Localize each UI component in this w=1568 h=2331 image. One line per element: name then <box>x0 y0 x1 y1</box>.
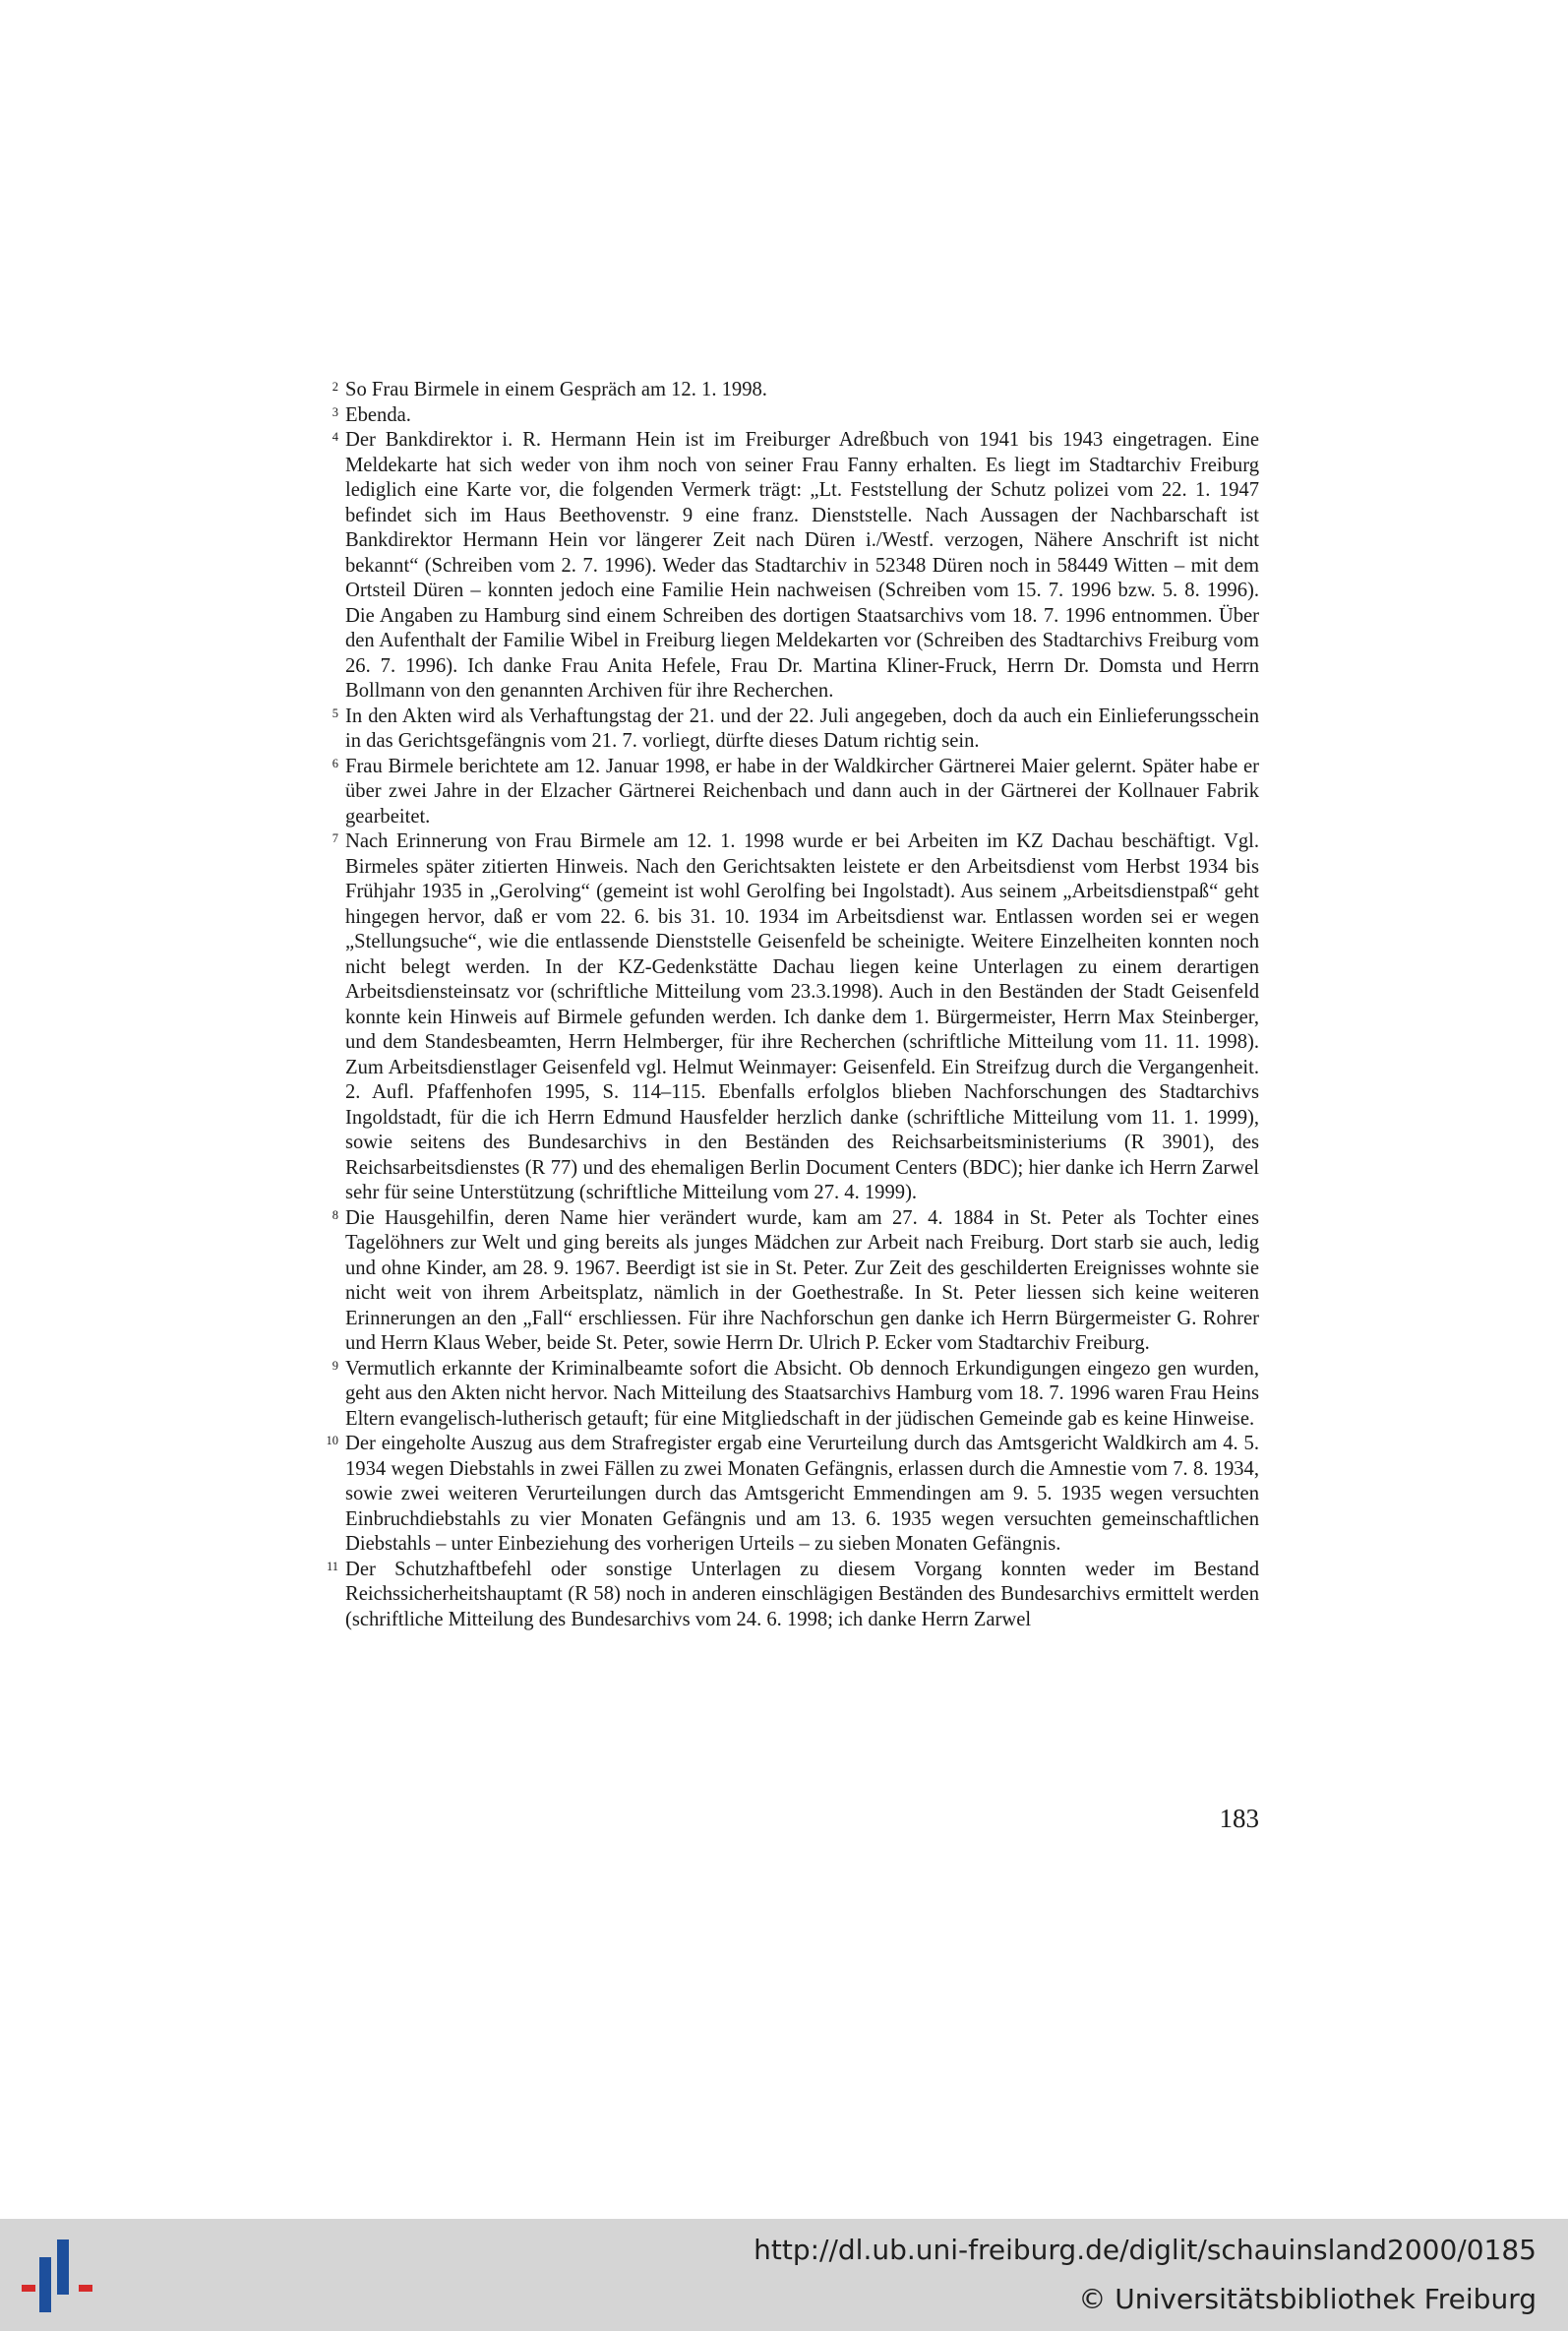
footnote-text: Frau Birmele berichtete am 12. Januar 1998, er habe in der Waldkircher Gärtnerei Maier gelernt. Später habe er über zwei Jahre in der Elzacher Gärtnerei Reichenbach und dann auch in der Gärtnerei der Kollnauer Fabrik gearbeitet. <box>345 755 1259 828</box>
footnote-number: 2 <box>332 380 338 394</box>
footnote-number: 4 <box>332 430 338 444</box>
footnote <box>321 378 1259 403</box>
footnote <box>321 1432 1259 1558</box>
footnote-number: 9 <box>332 1358 338 1373</box>
footnote-text: Ebenda. <box>345 403 411 426</box>
footnote <box>321 1357 1259 1433</box>
footnote-number: 3 <box>332 404 338 419</box>
footnote-number: 11 <box>326 1559 338 1573</box>
footnote-text: Die Hausgehilfin, deren Name hier verändert wurde, kam am 27. 4. 1884 in St. Peter als Tochter eines Tagelöhners zur Welt und ging bereits als junges Mädchen zur Arbeit nach Freiburg. Dort starb sie auch, ledig und ohne Kinder, am 28. 9. 1967. Beerdigt ist sie in St. Peter. Zur Zeit des geschilderten Ereignisses wohnte sie nicht weit von ihrem Arbeitsplatz, nämlich in der Goethestraße. In St. Peter liessen sich keine weiteren Erinnerungen an den „Fall“ erschliessen. Für ihre Nachforschun gen danke ich Herrn Bürgermeister G. Rohrer und Herrn Klaus Weber, beide St. Peter, sowie Herrn Dr. Ulrich P. Ecker vom Stadtarchiv Freiburg. <box>345 1206 1259 1354</box>
footnote <box>321 1558 1259 1633</box>
footnote-text: So Frau Birmele in einem Gespräch am 12. 1. 1998. <box>345 379 767 400</box>
footnote-number: 5 <box>332 705 338 720</box>
footnote-number: 7 <box>332 831 338 845</box>
logo-dash <box>22 2285 35 2292</box>
footnote <box>321 829 1259 1206</box>
page-number: 183 <box>1219 1804 1259 1833</box>
footnote <box>321 1206 1259 1357</box>
footnote-number: 6 <box>332 756 338 770</box>
footnote-text: Der Schutzhaftbefehl oder sonstige Unterlagen zu diesem Vorgang konnten weder im Bestand Reichssicherheitshauptamt (R 58) noch in anderen einschlägigen Beständen des Bundesarchivs ermittelt werden (schriftliche Mitteilung des Bundesarchivs vom 24. 6. 1998; ich danke Herrn Zarwel <box>345 1558 1259 1630</box>
footnote-number: 8 <box>332 1207 338 1222</box>
logo-bar <box>57 2239 69 2295</box>
logo-dash <box>79 2285 92 2292</box>
footnote <box>321 428 1259 705</box>
footnote-text: Der eingeholte Auszug aus dem Strafregister ergab eine Verurteilung durch das Amtsgericht Waldkirch am 4. 5. 1934 wegen Diebstahls in zwei Fällen zu zwei Monaten Gefängnis, erlassen durch die Amnestie vom 7. 8. 1934, sowie zwei weiteren Verurteilungen durch das Amtsgericht Emmendingen am 9. 5. 1935 wegen versuchten Einbruchdiebstahls zu vier Monaten Gefängnis und am 13. 6. 1935 wegen versuchten gemeinschaftlichen Diebstahls – unter Einbeziehung des vorherigen Urteils – zu sieben Monaten Gefängnis. <box>345 1433 1259 1555</box>
footnote <box>321 705 1259 755</box>
copyright-notice: © Universitätsbibliothek Freiburg <box>1078 2283 1537 2315</box>
footnote-number: 10 <box>326 1434 338 1447</box>
footer-bar <box>0 2219 1568 2331</box>
footnote <box>321 755 1259 830</box>
source-url-link[interactable]: http://dl.ub.uni-freiburg.de/diglit/schauinsland2000/0185 <box>754 2234 1537 2266</box>
footnote-text: Vermutlich erkannte der Kriminalbeamte sofort die Absicht. Ob dennoch Erkundigungen eingezo gen wurden, geht aus den Akten nicht hervor. Nach Mitteilung des Staatsarchivs Hamburg vom 18. 7. 1996 waren Frau Heins Eltern evangelisch-lutherisch getauft; für eine Mitgliedschaft in der jüdischen Gemeinde gab es keine Hinweise. <box>345 1357 1259 1430</box>
logo-bar <box>39 2257 51 2312</box>
footnote-text: In den Akten wird als Verhaftungstag der 21. und der 22. Juli angegeben, doch da auch ein Einlieferungsschein in das Gerichtsgefängnis vom 21. 7. vorliegt, dürfte dieses Datum richtig sein. <box>345 705 1259 752</box>
footnote-text: Der Bankdirektor i. R. Hermann Hein ist im Freiburger Adreßbuch von 1941 bis 1943 eingetragen. Eine Meldekarte hat sich weder von ihm noch von seiner Frau Fanny erhalten. Es liegt im Stadtarchiv Freiburg lediglich eine Karte vor, die folgenden Vermerk trägt: „Lt. Feststellung der Schutz polizei vom 22. 1. 1947 befindet sich im Haus Beethovenstr. 9 eine franz. Dienststelle. Nach Aussagen der Nachbarschaft ist Bankdirektor Hermann Hein vor längerer Zeit nach Düren i./Westf. verzogen, Nähere Anschrift ist nicht bekannt“ (Schreiben vom 2. 7. 1996). Weder das Stadtarchiv in 52348 Düren noch in 58449 Witten – mit dem Ortsteil Düren – konnten jedoch eine Familie Hein nachweisen (Schreiben vom 15. 7. 1996 bzw. 5. 8. 1996). Die Angaben zu Hamburg sind einem Schreiben des dortigen Staatsarchivs vom 18. 7. 1996 entnommen. Über den Aufenthalt der Familie Wibel in Freiburg liegen Meldekarten vor (Schreiben des Stadtarchivs Freiburg vom 26. 7. 1996). Ich danke Frau Anita Hefele, Frau Dr. Martina Kliner-Fruck, Herrn Dr. Domsta und Herrn Bollmann von den genannten Archiven für ihre Recherchen. <box>345 429 1259 702</box>
footnotes <box>321 378 1259 1632</box>
library-logo-icon <box>18 2236 98 2316</box>
footnote-text: Nach Erinnerung von Frau Birmele am 12. 1. 1998 wurde er bei Arbeiten im KZ Dachau beschäftigt. Vgl. Birmeles später zitierten Hinweis. Nach den Gerichtsakten leistete er den Arbeitsdienst vom Herbst 1934 bis Frühjahr 1935 in „Gerolving“ (gemeint ist wohl Gerolfing bei Ingolstadt). Aus seinem „Arbeitsdienstpaß“ geht hingegen hervor, daß er vom 22. 6. bis 31. 10. 1934 im Arbeitsdienst war. Entlassen worden sei er wegen „Stellungsuche“, wie die entlassende Dienststelle Geisenfeld be scheinigte. Weitere Einzelheiten konnten noch nicht belegt werden. In der KZ-Gedenkstätte Dachau liegen keine Unterlagen zu einem derartigen Arbeitsdiensteinsatz vor (schriftliche Mitteilung vom 23.3.1998). Auch in den Beständen der Stadt Geisenfeld konnte kein Hinweis auf Birmele gefunden werden. Ich danke dem 1. Bürgermeister, Herrn Max Steinberger, und dem Standesbeamten, Herrn Helmberger, für ihre Recherchen (schriftliche Mitteilung vom 11. 11. 1998). Zum Arbeitsdienstlager Geisenfeld vgl. Helmut Weinmayer: Geisenfeld. Ein Streifzug durch die Vergangenheit. 2. Aufl. Pfaffenhofen 1995, S. 114–115. Ebenfalls erfolglos blieben Nachforschungen des Stadtarchivs Ingoldstadt, für die ich Herrn Edmund Hausfelder herzlich danke (schriftliche Mitteilung vom 11. 1. 1999), sowie seitens des Bundesarchivs in den Beständen des Reichsarbeitsministeriums (R 3901), des Reichsarbeitsdienstes (R 77) und des ehemaligen Berlin Document Centers (BDC); hier danke ich Herrn Zarwel sehr für seine Unterstützung (schriftliche Mitteilung vom 27. 4. 1999). <box>345 830 1259 1203</box>
footnote <box>321 403 1259 429</box>
